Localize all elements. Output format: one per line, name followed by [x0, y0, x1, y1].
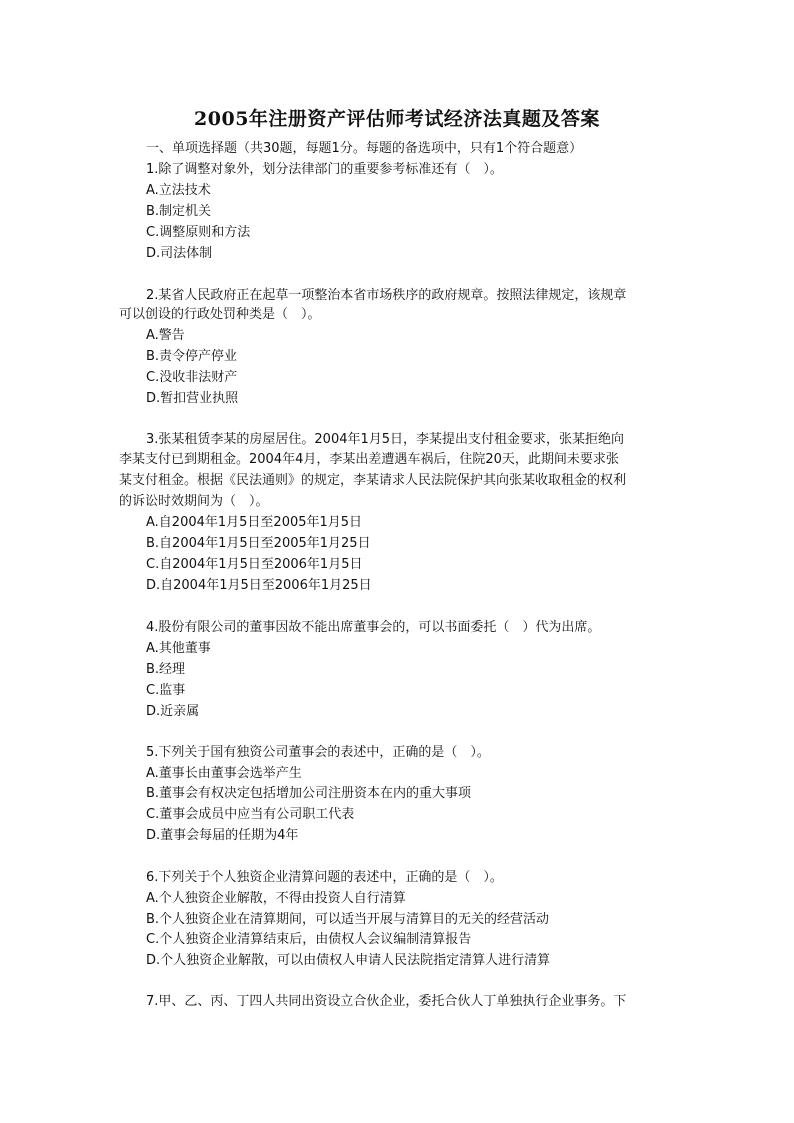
question-3-stem-line-2: 李某支付已到期租金。2004年4月，李某出差遭遇车祸后，住院20天，此期间未要求张 — [119, 452, 619, 467]
question-5-stem: 5.下列关于国有独资公司董事会的表述中，正确的是（ ）。 — [146, 745, 490, 760]
question-1-option-c: C.调整原则和方法 — [146, 225, 251, 240]
question-5-option-c: C.董事会成员中应当有公司职工代表 — [146, 807, 355, 822]
question-3-option-a: A.自2004年1月5日至2005年1月5日 — [146, 515, 363, 530]
question-5-option-a: A.董事长由董事会选举产生 — [146, 766, 302, 781]
question-3-stem-line-4: 的诉讼时效期间为（ ）。 — [119, 494, 269, 509]
page-title: 2005年注册资产评估师考试经济法真题及答案 — [194, 108, 600, 130]
question-2-stem-line-2: 可以创设的行政处罚种类是（ ）。 — [119, 307, 321, 322]
question-7-stem: 7.甲、乙、丙、丁四人共同出资设立合伙企业，委托合伙人丁单独执行企业事务。下 — [146, 994, 627, 1009]
question-4-option-c: C.监事 — [146, 683, 186, 698]
question-3-option-b: B.自2004年1月5日至2005年1月25日 — [146, 536, 371, 551]
question-4-stem: 4.股份有限公司的董事因故不能出席董事会的，可以书面委托（ ）代为出席。 — [146, 620, 601, 635]
question-5-option-d: D.董事会每届的任期为4年 — [146, 828, 299, 843]
question-6-option-c: C.个人独资企业清算结束后，由债权人会议编制清算报告 — [146, 932, 472, 947]
question-2-stem-line-1: 2.某省人民政府正在起草一项整治本省市场秩序的政府规章。按照法律规定，该规章 — [146, 288, 627, 303]
question-6-option-b: B.个人独资企业在清算期间，可以适当开展与清算目的无关的经营活动 — [146, 912, 550, 927]
question-1-stem: 1.除了调整对象外，划分法律部门的重要参考标准还有（ ）。 — [146, 162, 503, 177]
question-6-option-d: D.个人独资企业解散，可以由债权人申请人民法院指定清算人进行清算 — [146, 953, 551, 968]
question-1-option-d: D.司法体制 — [146, 246, 213, 261]
section-heading: 一、单项选择题（共30题，每题1分。每题的备选项中，只有1个符合题意） — [146, 141, 583, 156]
question-3-stem-line-1: 3.张某租赁李某的房屋居住。2004年1月5日，李某提出支付租金要求，张某拒绝向 — [146, 432, 625, 447]
question-5-option-b: B.董事会有权决定包括增加公司注册资本在内的重大事项 — [146, 786, 472, 801]
question-4-option-a: A.其他董事 — [146, 641, 211, 656]
question-3-option-d: D.自2004年1月5日至2006年1月25日 — [146, 578, 372, 593]
question-1-option-b: B.制定机关 — [146, 204, 212, 219]
question-6-stem: 6.下列关于个人独资企业清算问题的表述中，正确的是（ ）。 — [146, 870, 503, 885]
question-6-option-a: A.个人独资企业解散，不得由投资人自行清算 — [146, 891, 406, 906]
question-1-option-a: A.立法技术 — [146, 183, 211, 198]
question-2-option-b: B.责令停产停业 — [146, 349, 238, 364]
question-4-option-b: B.经理 — [146, 662, 186, 677]
question-3-stem-line-3: 某支付租金。根据《民法通则》的规定，李某请求人民法院保护其向张某收取租金的权利 — [119, 473, 627, 488]
question-2-option-d: D.暂扣营业执照 — [146, 391, 239, 406]
question-3-option-c: C.自2004年1月5日至2006年1月5日 — [146, 557, 363, 572]
question-2-option-c: C.没收非法财产 — [146, 370, 238, 385]
question-2-option-a: A.警告 — [146, 328, 185, 343]
question-4-option-d: D.近亲属 — [146, 704, 200, 719]
